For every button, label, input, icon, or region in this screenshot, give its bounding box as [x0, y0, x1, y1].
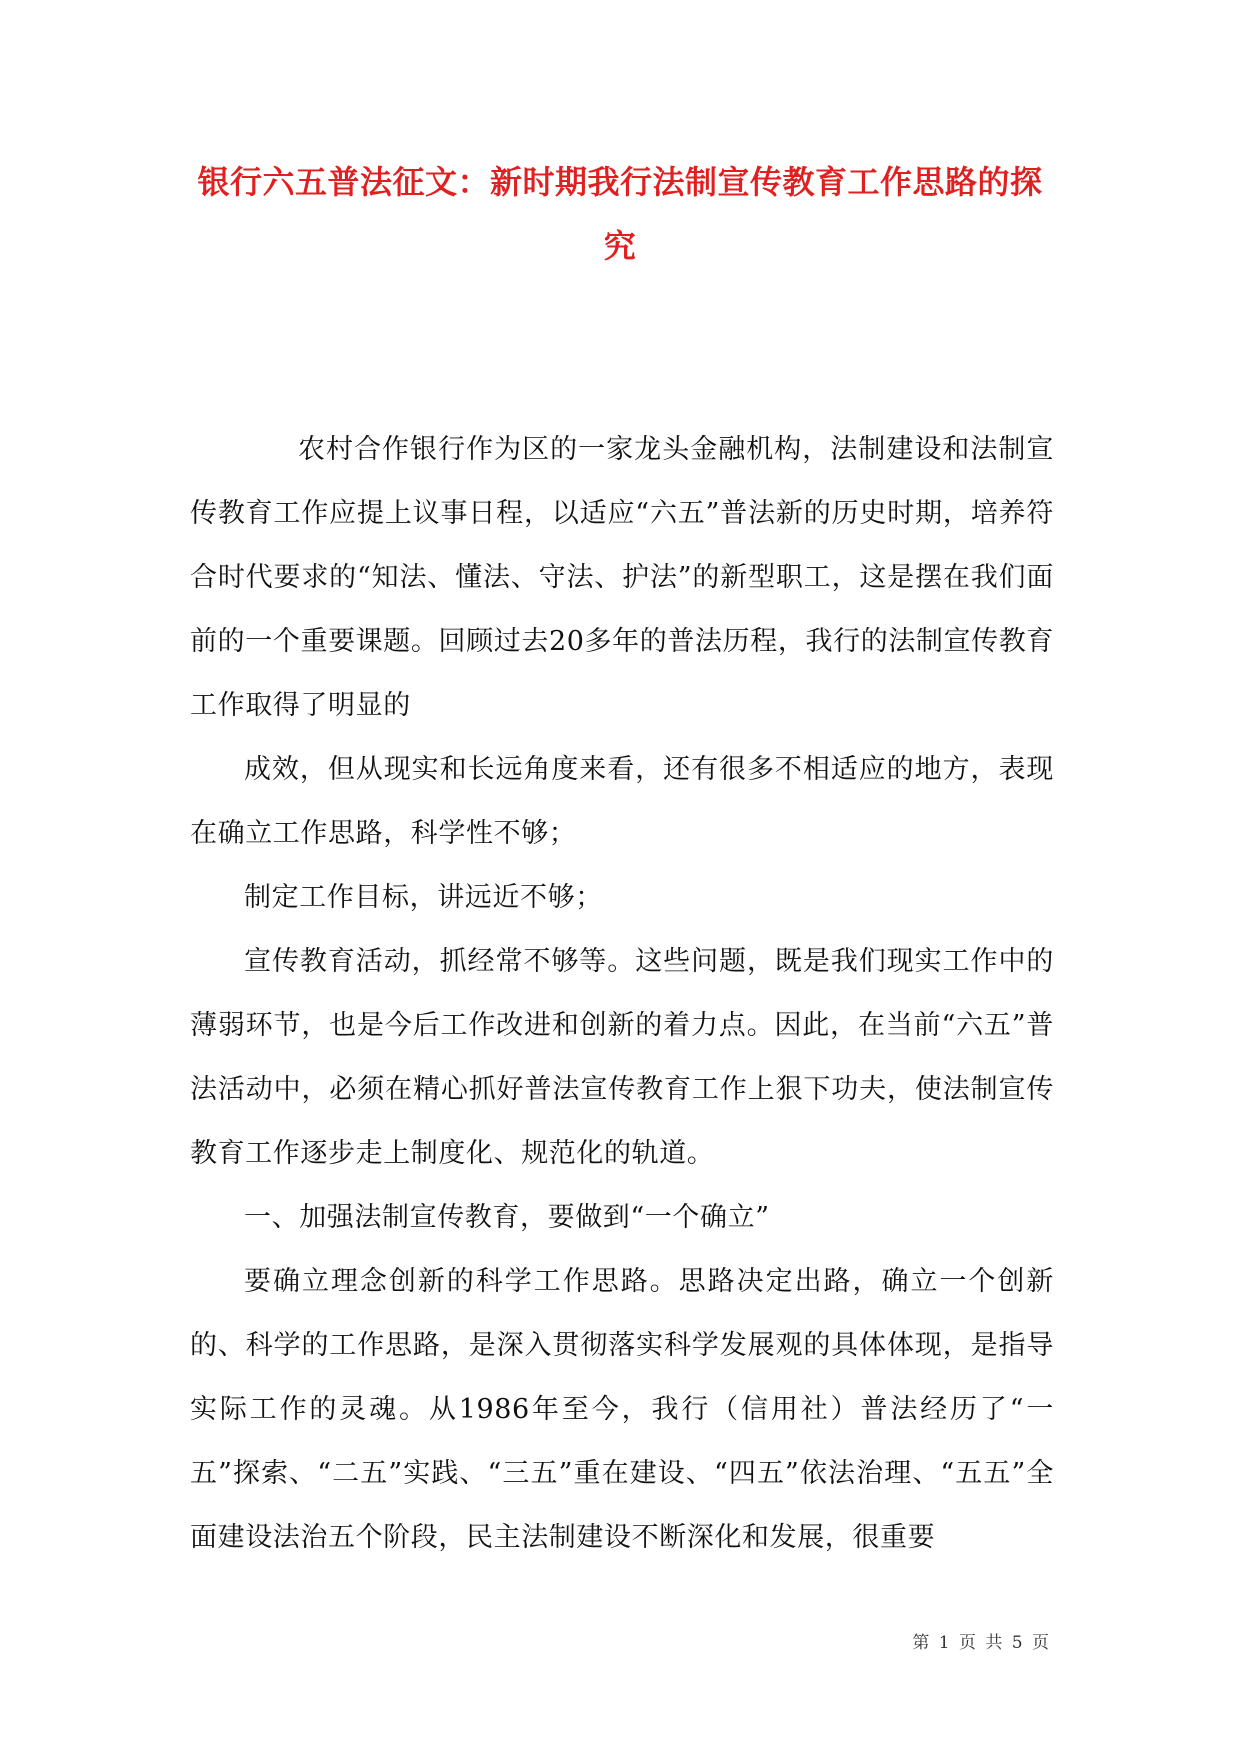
document-title	[170, 150, 1070, 278]
section-heading-1: 一、加强法制宣传教育，要做到“一个确立”	[244, 1202, 770, 1233]
paragraph-3: 制定工作目标，讲远近不够；	[244, 882, 603, 913]
paragraph-2: 成效，但从现实和长远角度来看，还有很多不相适应的地方，表现在确立工作思路，科学性不够；	[190, 754, 1054, 849]
paragraph-4: 宣传教育活动，抓经常不够等。这些问题，既是我们现实工作中的薄弱环节，也是今后工作改进和创新的着力点。因此，在当前“六五”普法活动中，必须在精心抓好普法宣传教育工作上狠下功夫，使法制宣传教育工作逐步走上制度化、规范化的轨道。	[190, 946, 1054, 1169]
page-number-footer: 第 1 页 共 5 页	[912, 1633, 1051, 1653]
document-body	[190, 418, 1054, 1570]
title-line-2: 究	[603, 227, 637, 265]
paragraph-5: 要确立理念创新的科学工作思路。思路决定出路，确立一个创新的、科学的工作思路，是深入贯彻落实科学发展观的具体体现，是指导实际工作的灵魂。从1986年至今，我行（信用社）普法经历了“一五”探索、“二五”实践、“三五”重在建设、“四五”依法治理、“五五”全面建设法治五个阶段，民主法制建设不断深化和发展，很重要	[190, 1266, 1054, 1553]
paragraph-1: 农村合作银行作为区的一家龙头金融机构，法制建设和法制宣传教育工作应提上议事日程，以适应“六五”普法新的历史时期，培养符合时代要求的“知法、懂法、守法、护法”的新型职工，这是摆在我们面前的一个重要课题。回顾过去20多年的普法历程，我行的法制宣传教育工作取得了明显的	[190, 434, 1054, 721]
title-line-1: 银行六五普法征文：新时期我行法制宣传教育工作思路的探	[197, 163, 1043, 201]
